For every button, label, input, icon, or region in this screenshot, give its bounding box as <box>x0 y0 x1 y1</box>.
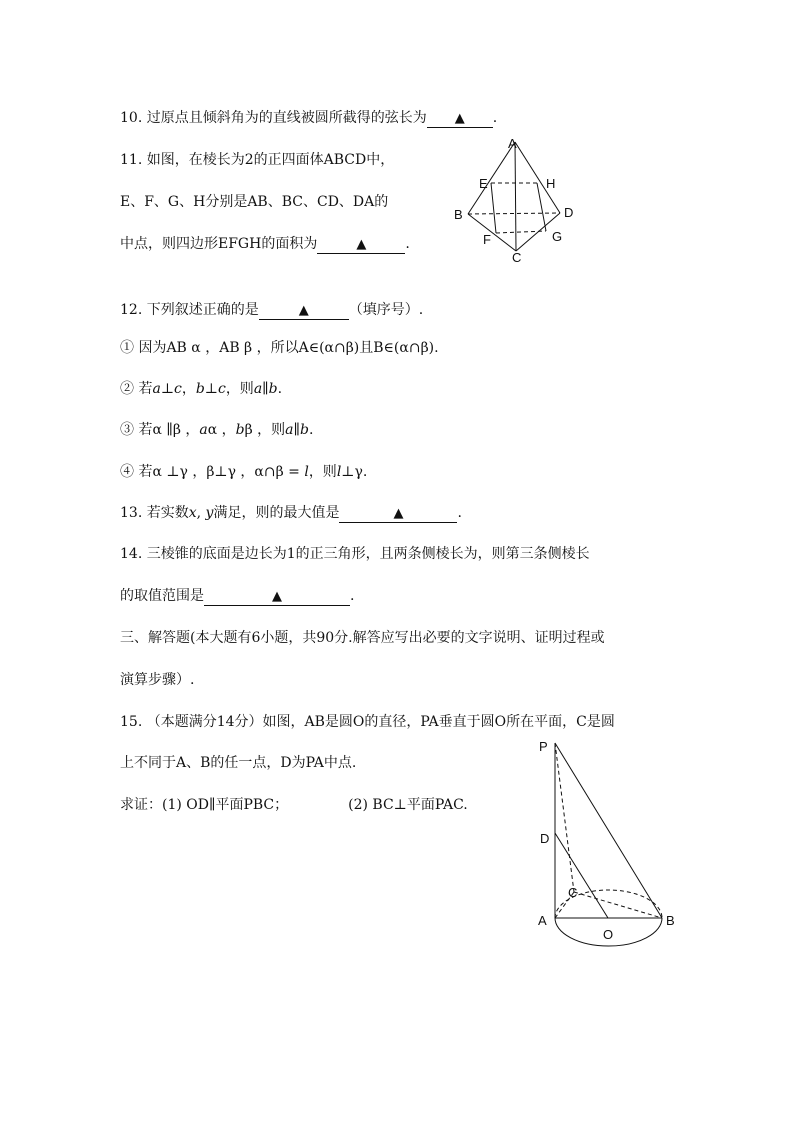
label-h: H <box>546 176 556 191</box>
o2-b: b <box>195 381 205 397</box>
q12-option-4 <box>120 462 367 482</box>
q11-text: 中点，则四边形EFGH的面积为 <box>120 236 318 252</box>
triangle-mark-icon: ▲ <box>272 589 282 604</box>
q13-pre: 13. 若实数 <box>120 505 189 521</box>
q12-answer-blank[interactable] <box>259 301 349 320</box>
label-b: B <box>666 913 675 928</box>
o2-result: a∥b <box>253 381 278 397</box>
label-p: P <box>539 739 548 754</box>
q14-answer-blank[interactable] <box>204 587 350 606</box>
o3-mid1: α ， <box>207 422 236 438</box>
section-3-line2: 演算步骤）. <box>120 672 195 688</box>
o3-pre: ③ 若α ∥β ， <box>120 422 200 438</box>
triangle-mark-icon: ▲ <box>454 111 465 126</box>
o4-post: ⊥γ. <box>341 464 368 480</box>
label-d: D <box>540 831 550 846</box>
o2-post: . <box>277 381 283 397</box>
q12-option-2 <box>120 379 282 399</box>
q11-period: . <box>405 236 410 252</box>
q12-note: （填序号）. <box>348 302 424 318</box>
q11-answer-blank[interactable] <box>317 235 405 254</box>
segment-do <box>555 833 608 918</box>
q12-text: 12. 下列叙述正确的是 <box>120 302 259 318</box>
label-d: D <box>564 205 574 220</box>
triangle-mark-icon: ▲ <box>298 303 309 318</box>
triangle-mark-icon: ▲ <box>393 506 404 521</box>
q13-y: y <box>205 505 214 521</box>
q15-proof-2: (2) BC⊥平面PAC. <box>348 797 468 813</box>
q13-x: x <box>188 505 197 521</box>
o4-mid: ，则 <box>308 464 337 480</box>
q12-option-3 <box>120 420 313 440</box>
tetrahedron-figure <box>450 134 590 264</box>
question-12 <box>120 300 423 320</box>
q15-proof-1: 求证：(1) OD∥平面PBC； <box>120 797 289 813</box>
question-10 <box>120 108 497 128</box>
o2-mid2: ， <box>181 381 196 397</box>
o2-mid1: ⊥ <box>160 381 174 397</box>
q13-period: . <box>457 505 462 521</box>
cone-figure <box>530 735 690 960</box>
triangle-mark-icon: ▲ <box>356 237 367 252</box>
edge-ef <box>491 183 496 233</box>
q12-option-1: ① 因为AB α ，AB β ，所以A∈(α∩β)且B∈(α∩β). <box>120 340 439 356</box>
o3-post: . <box>308 422 314 438</box>
q11-line1: 11. 如图，在棱长为2的正四面体ABCD中， <box>120 152 395 168</box>
q11-line2: E、F、G、H分别是AB、BC、CD、DA的 <box>120 194 389 210</box>
o3-b: b <box>235 422 245 438</box>
o3-mid2: β ，则 <box>244 422 286 438</box>
q15-line3 <box>120 795 468 815</box>
q10-period: . <box>492 110 498 126</box>
q13-answer-blank[interactable] <box>339 504 457 523</box>
o2-c2: c <box>217 381 226 397</box>
q15-line2: 上不同于A、B的任一点，D为PA中点. <box>120 755 357 771</box>
label-f: F <box>483 232 491 247</box>
label-e: E <box>479 176 488 191</box>
o2-c1: c <box>173 381 182 397</box>
edge-ab <box>468 142 515 214</box>
o2-mid4: ，则 <box>225 381 254 397</box>
q11-line3 <box>120 234 410 254</box>
o2-mid3: ⊥ <box>204 381 218 397</box>
section-3-line1: 三、解答题(本大题有6小题，共90分.解答应写出必要的文字说明、证明过程或 <box>120 630 605 646</box>
edge-ac <box>515 142 516 251</box>
q14-pre: 的取值范围是 <box>120 588 204 604</box>
o2-pre: ② 若 <box>120 381 153 397</box>
q10-answer-blank[interactable] <box>427 109 493 128</box>
segment-pc <box>555 743 574 892</box>
o4-pre: ④ 若α ⊥γ ，β⊥γ ，α∩β = <box>120 464 305 480</box>
q15-line1: 15. （本题满分14分）如图，AB是圆O的直径，PA垂直于圆O所在平面，C是圆 <box>120 714 615 730</box>
label-b: B <box>454 207 463 222</box>
q10-text: 10. 过原点且倾斜角为的直线被圆所截得的弦长为 <box>120 110 427 126</box>
q13-comma: , <box>196 505 206 521</box>
label-c: C <box>568 885 578 900</box>
q13-mid: 满足，则的最大值是 <box>213 505 340 521</box>
o2-a: a <box>152 381 161 397</box>
label-a: A <box>538 913 547 928</box>
o3-a: a <box>199 422 208 438</box>
o4-l: l <box>304 464 309 480</box>
label-a: A <box>508 136 517 151</box>
o3-result: a∥b <box>285 422 309 438</box>
label-g: G <box>552 229 563 244</box>
label-o: O <box>603 927 614 942</box>
edge-bd <box>468 213 560 214</box>
question-13 <box>120 503 462 523</box>
q14-line1: 14. 三棱锥的底面是边长为1的正三角形，且两条侧棱长为，则第三条侧棱长 <box>120 546 590 562</box>
edge-bc <box>468 214 516 251</box>
edge-hg <box>537 183 546 231</box>
label-c: C <box>512 250 522 264</box>
o4-result: l <box>336 464 342 480</box>
q14-period: . <box>350 588 355 604</box>
q14-line2 <box>120 586 354 606</box>
